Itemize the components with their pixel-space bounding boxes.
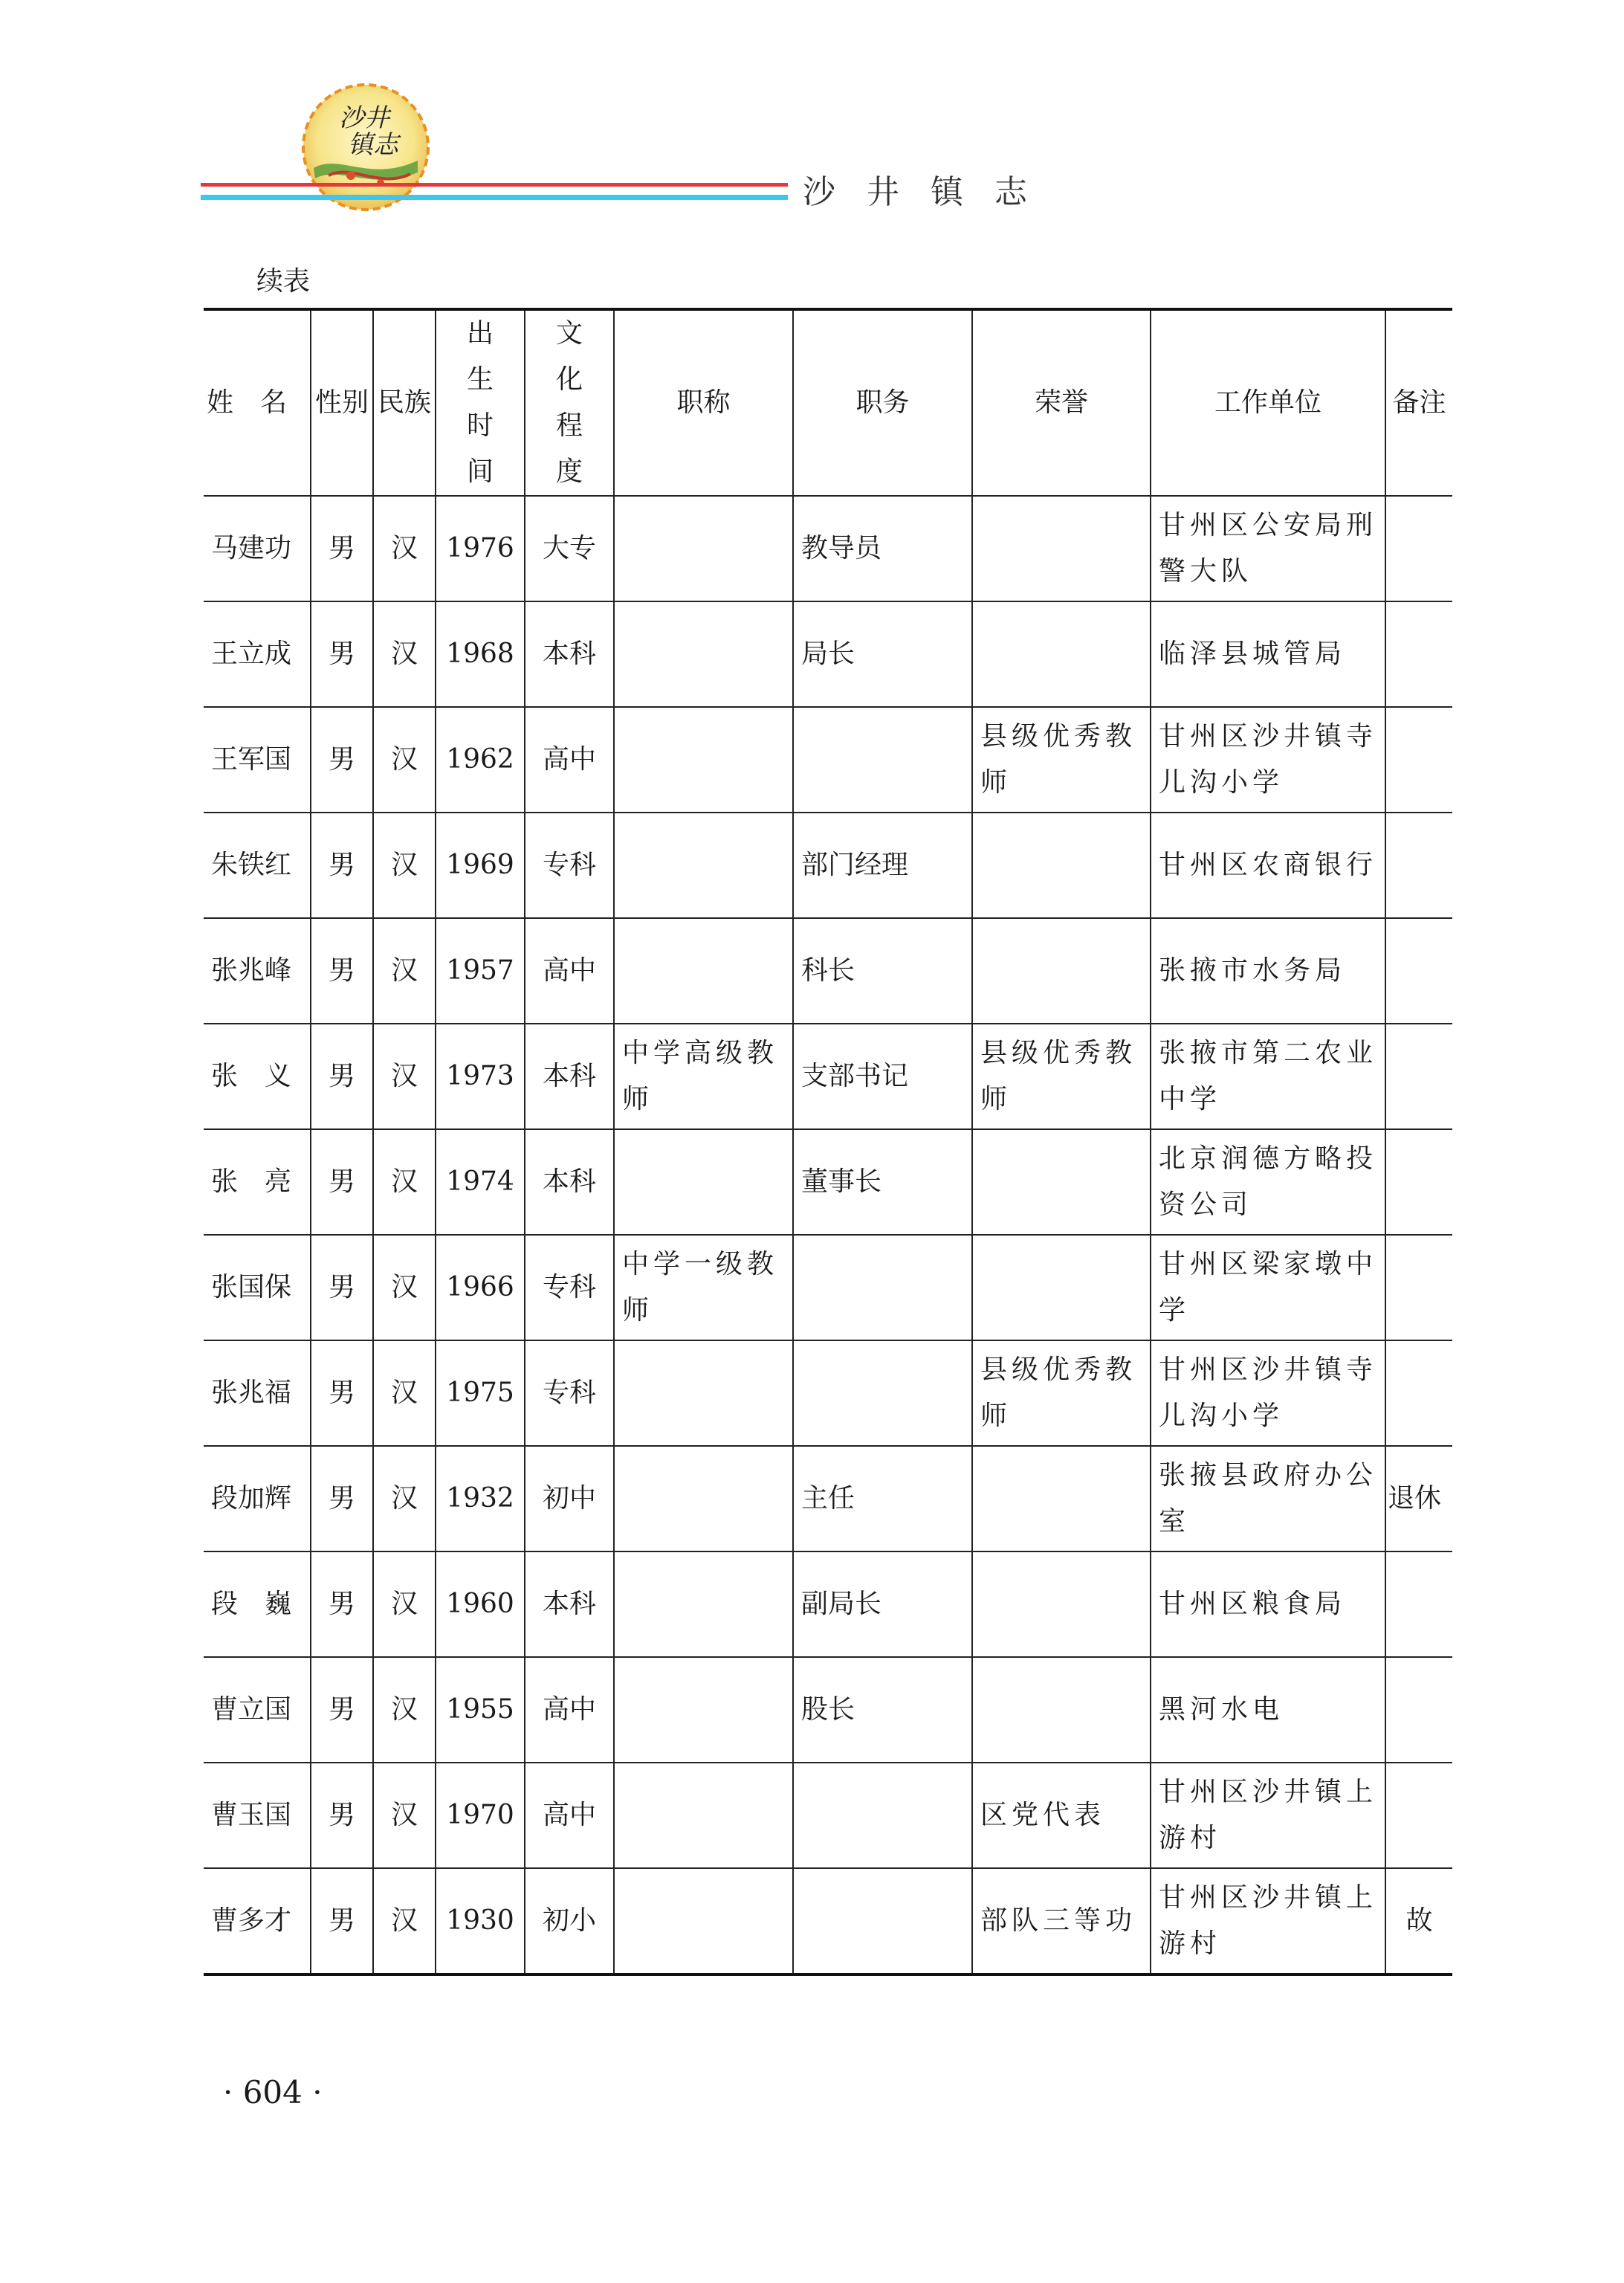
table-row (204, 707, 1452, 813)
table-row (204, 1763, 1452, 1868)
cell-name: 张 义 (204, 1024, 311, 1129)
cell-honor: 县级优秀教师 (972, 1340, 1151, 1446)
cell-honor (972, 813, 1151, 918)
cell-remarks (1385, 1235, 1452, 1340)
table-row (204, 1657, 1452, 1763)
cell-education: 本科 (525, 1129, 614, 1235)
cell-title (614, 1551, 793, 1657)
cell-workplace: 临泽县城管局 (1151, 601, 1385, 707)
cell-title (614, 1657, 793, 1763)
cell-workplace: 张掖市水务局 (1151, 918, 1385, 1024)
cell-education: 高中 (525, 918, 614, 1024)
cell-position: 副局长 (793, 1551, 972, 1657)
cell-education: 本科 (525, 601, 614, 707)
cell-position (793, 1763, 972, 1868)
cell-remarks (1385, 1551, 1452, 1657)
header-title: 职称 (614, 309, 793, 496)
cell-workplace: 甘州区农商银行 (1151, 813, 1385, 918)
cell-education: 大专 (525, 496, 614, 601)
cell-gender: 男 (311, 1024, 373, 1129)
cell-remarks: 退休 (1385, 1446, 1452, 1551)
cell-title: 中学高级教师 (614, 1024, 793, 1129)
cell-honor (972, 1551, 1151, 1657)
cell-ethnicity: 汉 (373, 1763, 436, 1868)
cell-remarks (1385, 1763, 1452, 1868)
cell-honor: 县级优秀教师 (972, 707, 1151, 813)
cell-title (614, 1129, 793, 1235)
header-rule-blue (201, 195, 788, 200)
cell-honor: 部队三等功 (972, 1868, 1151, 1974)
cell-ethnicity: 汉 (373, 1446, 436, 1551)
cell-education: 本科 (525, 1551, 614, 1657)
cell-position: 局长 (793, 601, 972, 707)
cell-remarks (1385, 1657, 1452, 1763)
table-row (204, 918, 1452, 1024)
cell-title (614, 1763, 793, 1868)
cell-workplace: 张掖市第二农业中学 (1151, 1024, 1385, 1129)
cell-position: 科长 (793, 918, 972, 1024)
cell-honor (972, 1235, 1151, 1340)
cell-gender: 男 (311, 1446, 373, 1551)
cell-position (793, 1868, 972, 1974)
table-row (204, 496, 1452, 601)
cell-honor (972, 1446, 1151, 1551)
logo-badge (299, 80, 433, 214)
cell-ethnicity: 汉 (373, 1551, 436, 1657)
cell-birth-year: 1957 (436, 918, 525, 1024)
cell-workplace: 甘州区沙井镇上游村 (1151, 1868, 1385, 1974)
cell-gender: 男 (311, 918, 373, 1024)
cell-remarks (1385, 813, 1452, 918)
table-row (204, 1024, 1452, 1129)
cell-name: 曹立国 (204, 1657, 311, 1763)
cell-education: 高中 (525, 707, 614, 813)
cell-position (793, 1235, 972, 1340)
cell-title (614, 601, 793, 707)
cell-education: 本科 (525, 1024, 614, 1129)
cell-ethnicity: 汉 (373, 918, 436, 1024)
cell-position: 主任 (793, 1446, 972, 1551)
cell-title (614, 1868, 793, 1974)
table-row (204, 813, 1452, 918)
cell-gender: 男 (311, 1235, 373, 1340)
cell-remarks (1385, 496, 1452, 601)
cell-birth-year: 1968 (436, 601, 525, 707)
personnel-table (204, 308, 1452, 1976)
cell-position: 支部书记 (793, 1024, 972, 1129)
header-position: 职务 (793, 309, 972, 496)
header-name: 姓 名 (204, 309, 311, 496)
cell-ethnicity: 汉 (373, 1129, 436, 1235)
header-ethnicity: 民族 (373, 309, 436, 496)
logo-text-top: 沙井 (339, 103, 389, 133)
cell-birth-year: 1969 (436, 813, 525, 918)
cell-birth-year: 1974 (436, 1129, 525, 1235)
cell-birth-year: 1932 (436, 1446, 525, 1551)
cell-workplace: 甘州区梁家墩中学 (1151, 1235, 1385, 1340)
cell-honor (972, 496, 1151, 601)
cell-name: 曹多才 (204, 1868, 311, 1974)
header-birth-year: 出生时间 (436, 309, 525, 496)
table-row (204, 1551, 1452, 1657)
cell-honor: 区党代表 (972, 1763, 1151, 1868)
cell-title (614, 1446, 793, 1551)
cell-workplace: 张掖县政府办公室 (1151, 1446, 1385, 1551)
cell-workplace: 甘州区沙井镇上游村 (1151, 1763, 1385, 1868)
cell-remarks: 故 (1385, 1868, 1452, 1974)
table-row (204, 1868, 1452, 1974)
cell-position: 部门经理 (793, 813, 972, 918)
cell-ethnicity: 汉 (373, 496, 436, 601)
cell-title (614, 707, 793, 813)
cell-ethnicity: 汉 (373, 813, 436, 918)
cell-gender: 男 (311, 496, 373, 601)
header-education: 文化程度 (525, 309, 614, 496)
cell-name: 张 亮 (204, 1129, 311, 1235)
cell-remarks (1385, 918, 1452, 1024)
cell-name: 马建功 (204, 496, 311, 601)
cell-education: 专科 (525, 1340, 614, 1446)
cell-birth-year: 1930 (436, 1868, 525, 1974)
logo-text-bottom: 镇志 (348, 130, 398, 160)
table-row (204, 1129, 1452, 1235)
cell-gender: 男 (311, 1763, 373, 1868)
cell-birth-year: 1973 (436, 1024, 525, 1129)
cell-title (614, 496, 793, 601)
cell-name: 王立成 (204, 601, 311, 707)
cell-ethnicity: 汉 (373, 1657, 436, 1763)
continued-table-label: 续表 (256, 266, 311, 297)
cell-birth-year: 1970 (436, 1763, 525, 1868)
cell-remarks (1385, 601, 1452, 707)
cell-name: 张兆福 (204, 1340, 311, 1446)
header-honor: 荣誉 (972, 309, 1151, 496)
cell-position: 董事长 (793, 1129, 972, 1235)
cell-remarks (1385, 707, 1452, 813)
table-row (204, 1340, 1452, 1446)
cell-workplace: 北京润德方略投资公司 (1151, 1129, 1385, 1235)
cell-gender: 男 (311, 1657, 373, 1763)
cell-education: 高中 (525, 1763, 614, 1868)
cell-name: 朱铁红 (204, 813, 311, 918)
cell-title (614, 813, 793, 918)
cell-gender: 男 (311, 1340, 373, 1446)
cell-honor (972, 918, 1151, 1024)
cell-title (614, 1340, 793, 1446)
cell-name: 张国保 (204, 1235, 311, 1340)
cell-position: 教导员 (793, 496, 972, 601)
header-gender: 性别 (311, 309, 373, 496)
cell-gender: 男 (311, 813, 373, 918)
cell-gender: 男 (311, 1129, 373, 1235)
cell-birth-year: 1962 (436, 707, 525, 813)
book-title: 沙 井 镇 志 (803, 173, 1038, 211)
cell-title: 中学一级教师 (614, 1235, 793, 1340)
header-rule-red (201, 183, 788, 187)
cell-birth-year: 1966 (436, 1235, 525, 1340)
cell-remarks (1385, 1340, 1452, 1446)
cell-name: 王军国 (204, 707, 311, 813)
cell-education: 专科 (525, 1235, 614, 1340)
cell-title (614, 918, 793, 1024)
cell-education: 专科 (525, 813, 614, 918)
cell-honor (972, 601, 1151, 707)
cell-birth-year: 1975 (436, 1340, 525, 1446)
cell-education: 高中 (525, 1657, 614, 1763)
cell-position (793, 1340, 972, 1446)
cell-honor (972, 1129, 1151, 1235)
cell-position (793, 707, 972, 813)
cell-birth-year: 1976 (436, 496, 525, 601)
cell-ethnicity: 汉 (373, 1868, 436, 1974)
cell-ethnicity: 汉 (373, 1340, 436, 1446)
cell-honor: 县级优秀教师 (972, 1024, 1151, 1129)
cell-ethnicity: 汉 (373, 601, 436, 707)
cell-remarks (1385, 1024, 1452, 1129)
cell-ethnicity: 汉 (373, 1024, 436, 1129)
table-row (204, 601, 1452, 707)
cell-remarks (1385, 1129, 1452, 1235)
cell-workplace: 甘州区公安局刑警大队 (1151, 496, 1385, 601)
cell-workplace: 黑河水电 (1151, 1657, 1385, 1763)
cell-name: 张兆峰 (204, 918, 311, 1024)
cell-workplace: 甘州区粮食局 (1151, 1551, 1385, 1657)
header-workplace: 工作单位 (1151, 309, 1385, 496)
cell-honor (972, 1657, 1151, 1763)
cell-gender: 男 (311, 601, 373, 707)
cell-gender: 男 (311, 1868, 373, 1974)
cell-position: 股长 (793, 1657, 972, 1763)
table-row (204, 1446, 1452, 1551)
cell-name: 段加辉 (204, 1446, 311, 1551)
cell-gender: 男 (311, 1551, 373, 1657)
cell-education: 初小 (525, 1868, 614, 1974)
cell-birth-year: 1960 (436, 1551, 525, 1657)
cell-workplace: 甘州区沙井镇寺儿沟小学 (1151, 1340, 1385, 1446)
cell-name: 段 巍 (204, 1551, 311, 1657)
cell-ethnicity: 汉 (373, 707, 436, 813)
table-header-row (204, 309, 1452, 496)
cell-education: 初中 (525, 1446, 614, 1551)
cell-workplace: 甘州区沙井镇寺儿沟小学 (1151, 707, 1385, 813)
header-remarks: 备注 (1385, 309, 1452, 496)
page-number: · 604 · (223, 2074, 323, 2111)
cell-name: 曹玉国 (204, 1763, 311, 1868)
cell-gender: 男 (311, 707, 373, 813)
cell-birth-year: 1955 (436, 1657, 525, 1763)
table-row (204, 1235, 1452, 1340)
cell-ethnicity: 汉 (373, 1235, 436, 1340)
